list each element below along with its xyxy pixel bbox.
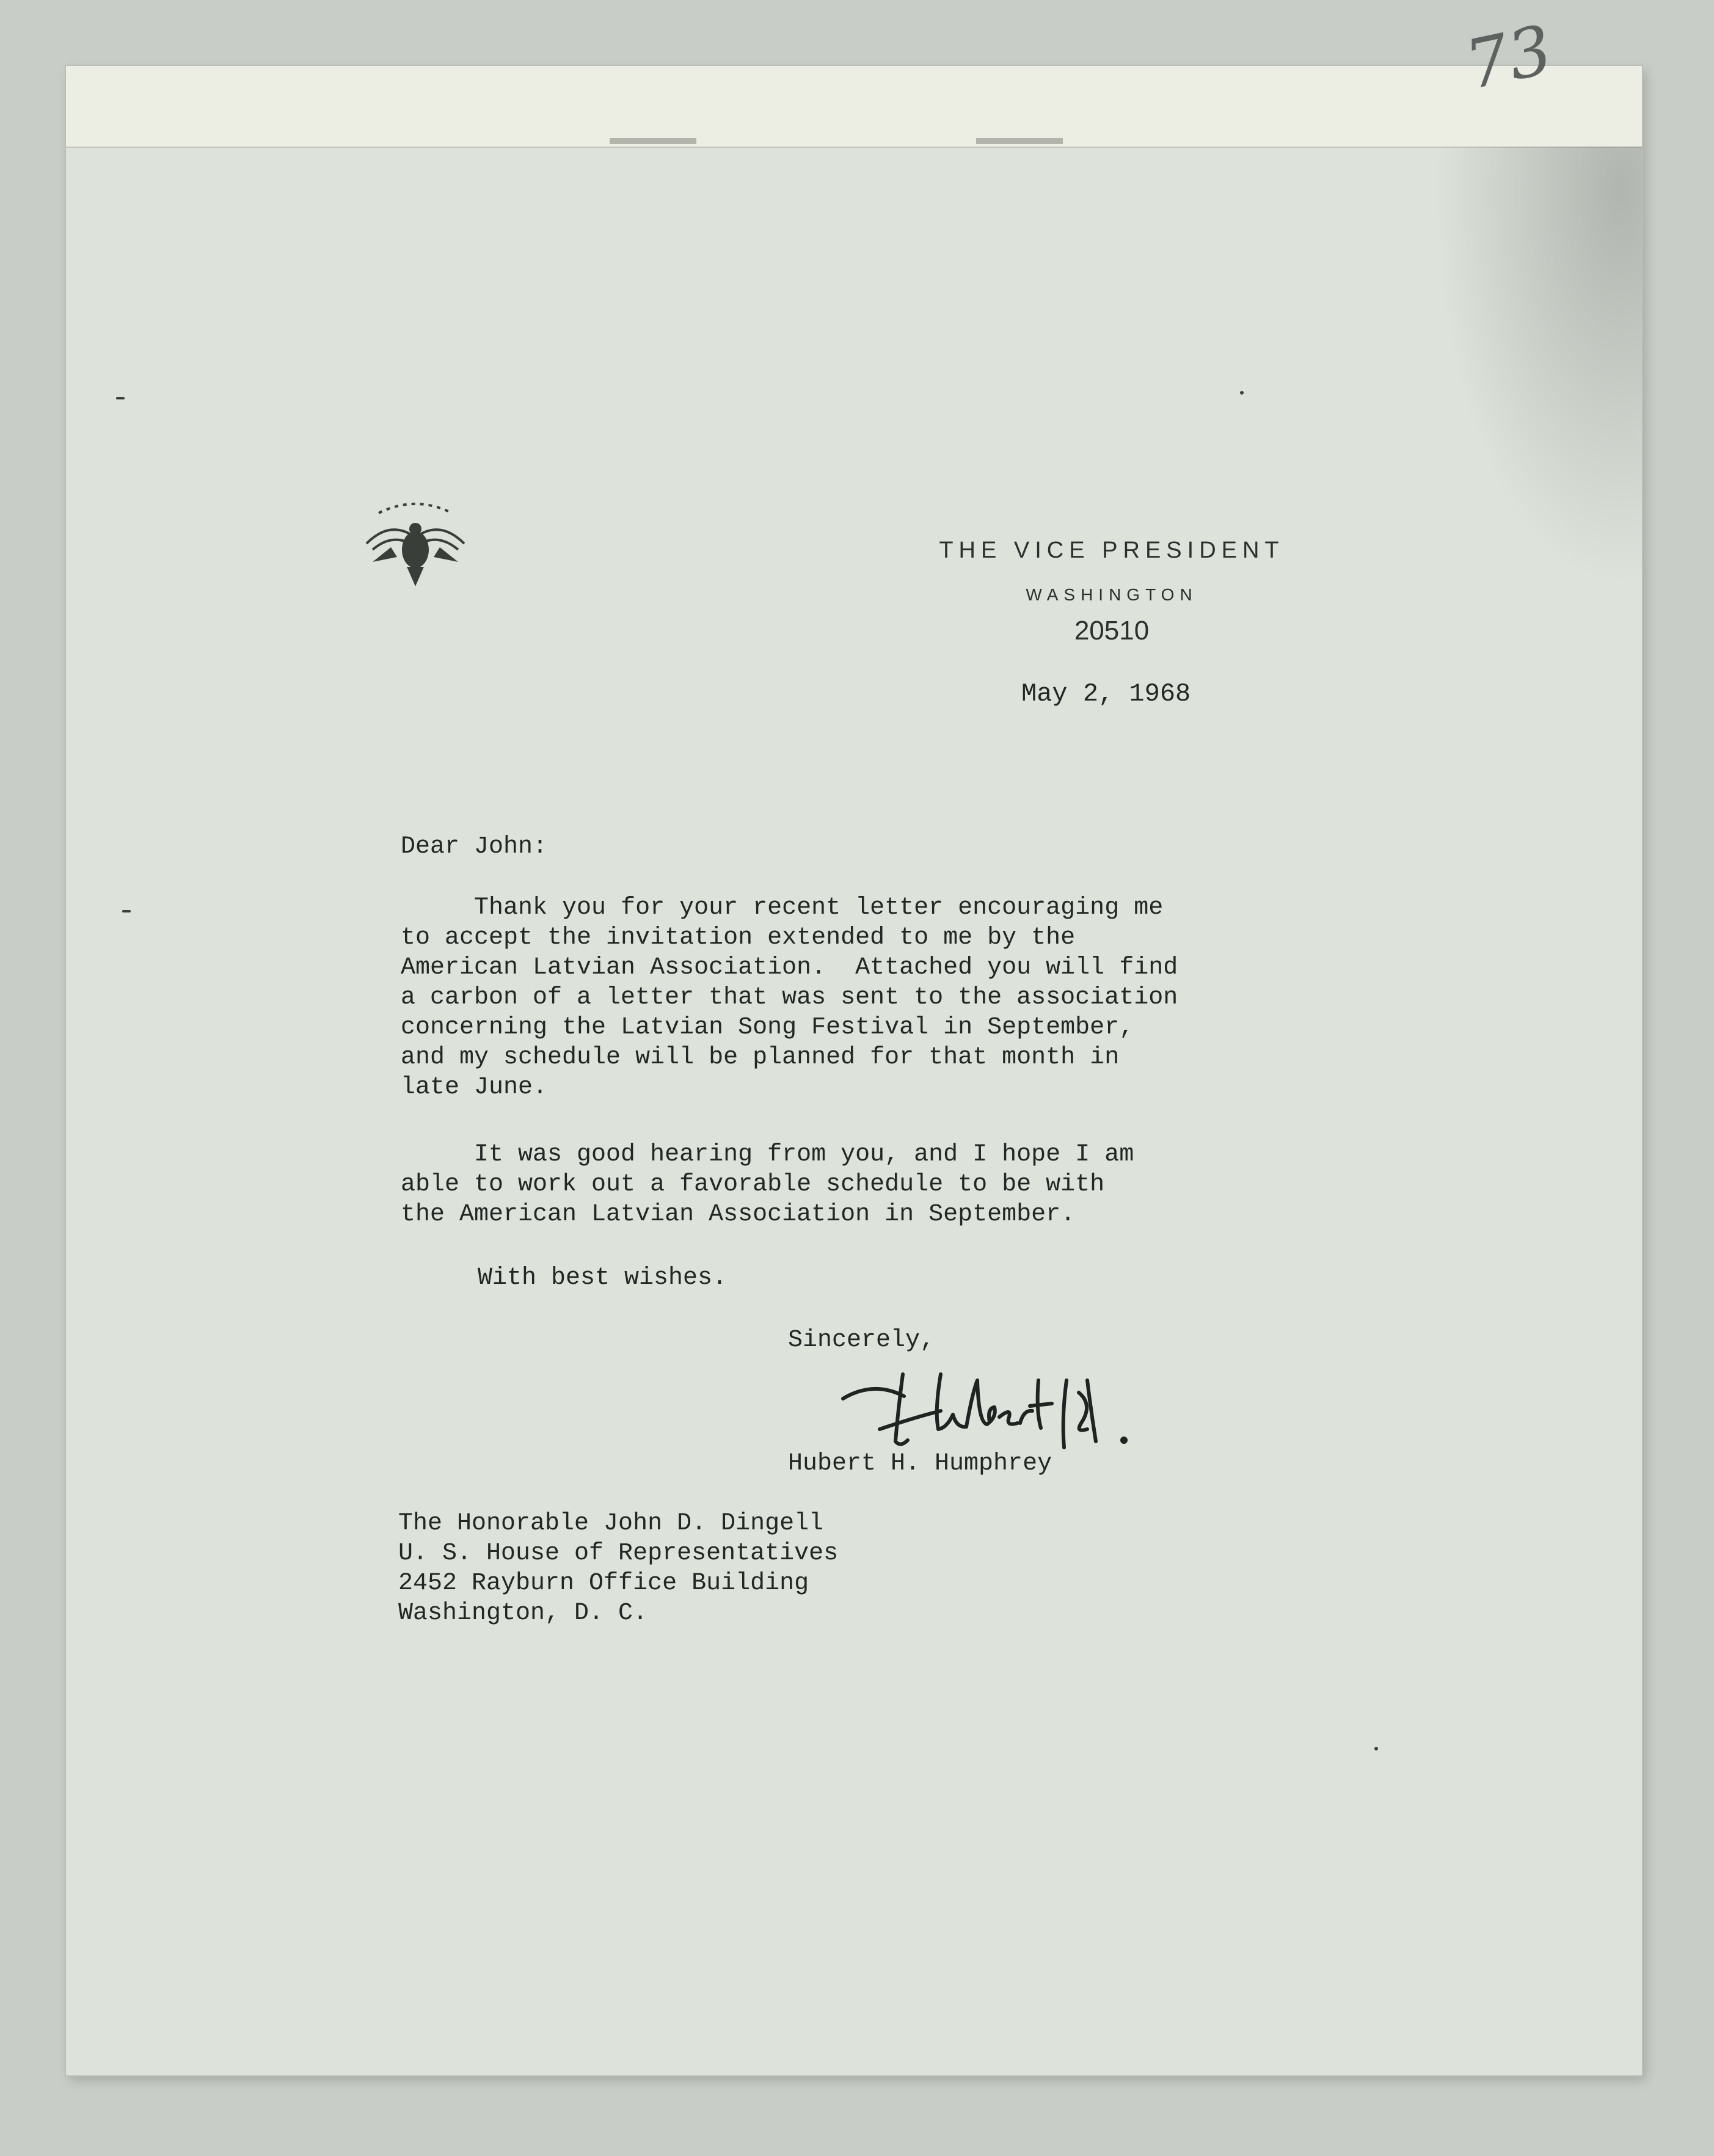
closing-wishes: With best wishes. xyxy=(478,1264,728,1292)
body-paragraph-1: Thank you for your recent letter encouraging me to accept the invitation extended to me by the American Latvian Association. Attached you will find a carbon of a letter that was sent to the association concerning the Latvian Song Festival in September, and my schedule will be planned for that month in late June. xyxy=(401,894,1178,1101)
addressee-line: 2452 Rayburn Office Building xyxy=(398,1570,809,1597)
addressee-line: Washington, D. C. xyxy=(398,1600,648,1627)
handwritten-page-number: 73 xyxy=(1459,10,1559,105)
scan-speckle-area xyxy=(1434,147,1642,586)
letter-date: May 2, 1968 xyxy=(1021,679,1191,708)
binder-clip-mark-right xyxy=(976,138,1063,144)
letterhead-zip: 20510 xyxy=(1074,616,1150,646)
addressee-line: The Honorable John D. Dingell xyxy=(398,1510,824,1537)
body-paragraph-2: It was good hearing from you, and I hope I am able to work out a favorable schedule to be with the American Latvian Association in September. xyxy=(401,1141,1134,1228)
addressee-line: U. S. House of Representatives xyxy=(398,1540,839,1567)
addressee-block xyxy=(398,1509,838,1628)
salutation: Dear John: xyxy=(401,833,548,861)
scan-speck xyxy=(122,910,131,912)
binder-clip-mark-left xyxy=(610,138,696,144)
vice-president-seal-icon xyxy=(354,489,476,599)
scan-speck xyxy=(116,397,125,399)
signer-name: Hubert H. Humphrey xyxy=(788,1450,1052,1477)
letterhead-city: WASHINGTON xyxy=(1026,585,1198,604)
letterhead-title: THE VICE PRESIDENT xyxy=(939,537,1285,563)
paper-top-strip xyxy=(66,66,1642,148)
scan-speck xyxy=(1374,1747,1378,1750)
scan-speck xyxy=(1240,391,1244,395)
complimentary-close: Sincerely, xyxy=(788,1327,935,1354)
